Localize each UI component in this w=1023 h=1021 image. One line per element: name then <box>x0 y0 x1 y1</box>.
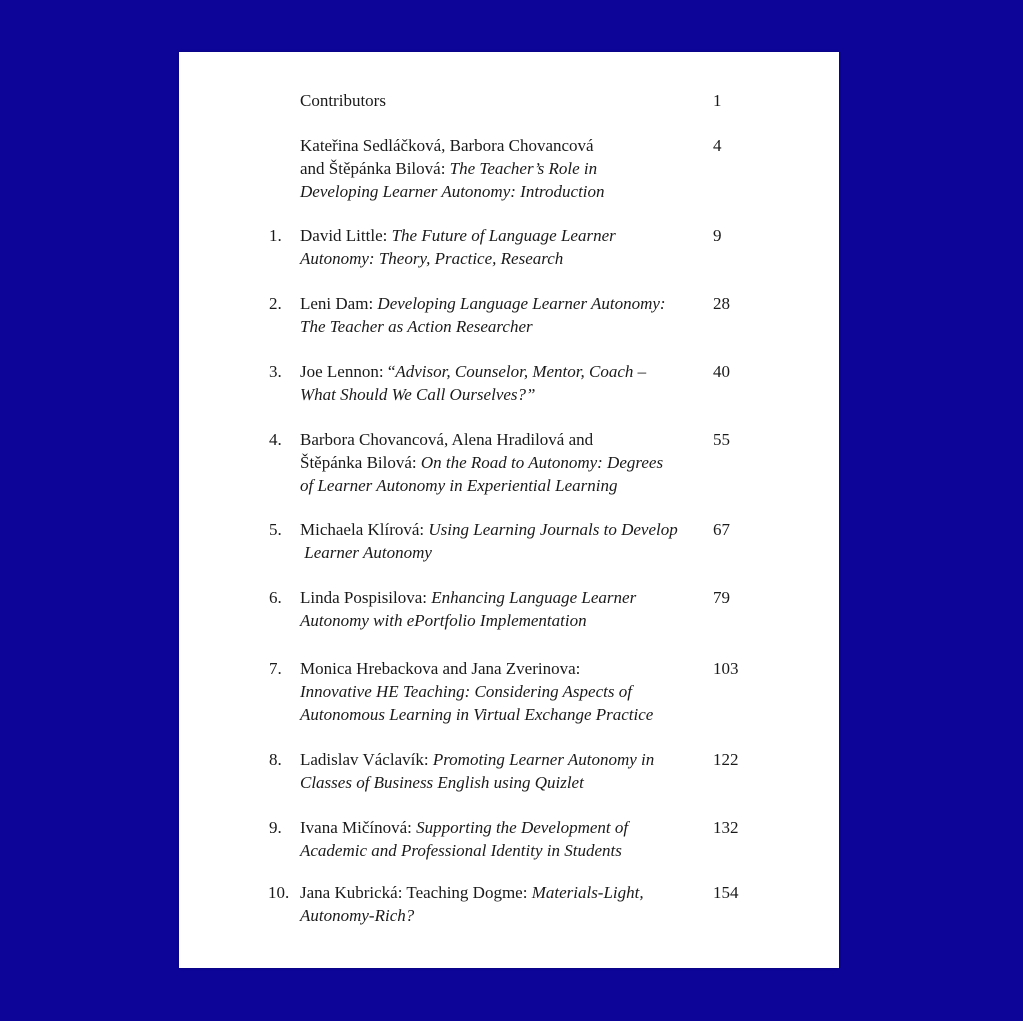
toc-entry-text <box>300 360 710 406</box>
toc-author: Ivana Mičínová: <box>300 818 417 837</box>
toc-entry-text <box>300 518 710 564</box>
toc-entry-number: 2. <box>269 294 282 313</box>
toc-author: Barbora Chovancová, Alena Hradilová and <box>300 430 594 449</box>
toc-author: Leni Dam: <box>300 294 378 313</box>
toc-author: Monica Hrebackova and Jana Zverinova: <box>300 659 581 678</box>
toc-entry-number: 9. <box>269 818 282 837</box>
toc-title: The Teacher’s Role in <box>449 159 598 178</box>
toc-page-number: 55 <box>713 430 730 449</box>
toc-entry-number: 1. <box>269 226 282 245</box>
toc-title: Academic and Professional Identity in Students <box>300 841 622 860</box>
toc-title: of Learner Autonomy in Experiential Learning <box>300 476 618 495</box>
toc-entry-number: 5. <box>269 520 282 539</box>
toc-entry-number: 6. <box>269 588 282 607</box>
toc-author: Štěpánka Bilová: <box>300 453 421 472</box>
table-of-contents <box>179 52 839 968</box>
toc-entry-number: 4. <box>269 430 282 449</box>
toc-title: What Should We Call Ourselves?” <box>300 385 536 404</box>
toc-title: Autonomy-Rich? <box>300 906 415 925</box>
toc-title: Using Learning Journals to Develop <box>428 520 678 539</box>
toc-title: Developing Learner Autonomy: Introduction <box>300 182 605 201</box>
toc-author: Joe Lennon: “ <box>300 362 396 381</box>
toc-page-number: 79 <box>713 588 730 607</box>
toc-entry-number: 3. <box>269 362 282 381</box>
toc-entry-number: 10. <box>268 883 290 902</box>
toc-entry-text <box>300 881 710 927</box>
toc-entry-text <box>300 89 710 112</box>
toc-title: The Future of Language Learner <box>391 226 616 245</box>
toc-title: Innovative HE Teaching: Considering Aspects of <box>300 682 632 701</box>
toc-page-number: 154 <box>713 883 739 902</box>
toc-author: and Štěpánka Bilová: <box>300 159 450 178</box>
toc-author: David Little: <box>300 226 392 245</box>
toc-author: Michaela Klírová: <box>300 520 429 539</box>
toc-title: Autonomous Learning in Virtual Exchange Practice <box>300 705 654 724</box>
toc-entry-text <box>300 224 710 270</box>
toc-page-number: 103 <box>713 659 739 678</box>
toc-title: The Teacher as Action Researcher <box>300 317 533 336</box>
toc-entry-text <box>300 428 710 497</box>
toc-title: Promoting Learner Autonomy in <box>432 750 655 769</box>
toc-title: Learner Autonomy <box>300 543 432 562</box>
toc-author: Ladislav Václavík: <box>300 750 433 769</box>
toc-author: Linda Pospisilova: <box>300 588 432 607</box>
toc-title: Autonomy with ePortfolio Implementation <box>300 611 587 630</box>
toc-page-number: 9 <box>713 226 722 245</box>
toc-author: Kateřina Sedláčková, Barbora Chovancová <box>300 136 594 155</box>
toc-page-number: 4 <box>713 136 722 155</box>
toc-entry-text <box>300 657 710 726</box>
toc-title: On the Road to Autonomy: Degrees <box>420 453 664 472</box>
toc-entry-text <box>300 292 710 338</box>
toc-title: Developing Language Learner Autonomy: <box>377 294 666 313</box>
document-page <box>179 52 839 968</box>
toc-title: Autonomy: Theory, Practice, Research <box>300 249 564 268</box>
toc-author: Jana Kubrická: Teaching Dogme: <box>300 883 532 902</box>
toc-title: Advisor, Counselor, Mentor, Coach – <box>395 362 647 381</box>
toc-title: Classes of Business English using Quizlet <box>300 773 584 792</box>
toc-page-number: 28 <box>713 294 730 313</box>
toc-page-number: 40 <box>713 362 730 381</box>
toc-entry-text <box>300 816 710 862</box>
toc-entry-number: 8. <box>269 750 282 769</box>
toc-title: Enhancing Language Learner <box>431 588 637 607</box>
toc-title: Supporting the Development of <box>416 818 629 837</box>
toc-page-number: 1 <box>713 91 722 110</box>
toc-author: Contributors <box>300 91 386 110</box>
toc-entry-text <box>300 748 710 794</box>
toc-page-number: 132 <box>713 818 739 837</box>
toc-page-number: 122 <box>713 750 739 769</box>
toc-page-number: 67 <box>713 520 730 539</box>
toc-entry-text <box>300 586 710 632</box>
toc-entry-number: 7. <box>269 659 282 678</box>
toc-entry-text <box>300 134 710 203</box>
toc-title: Materials-Light, <box>531 883 644 902</box>
